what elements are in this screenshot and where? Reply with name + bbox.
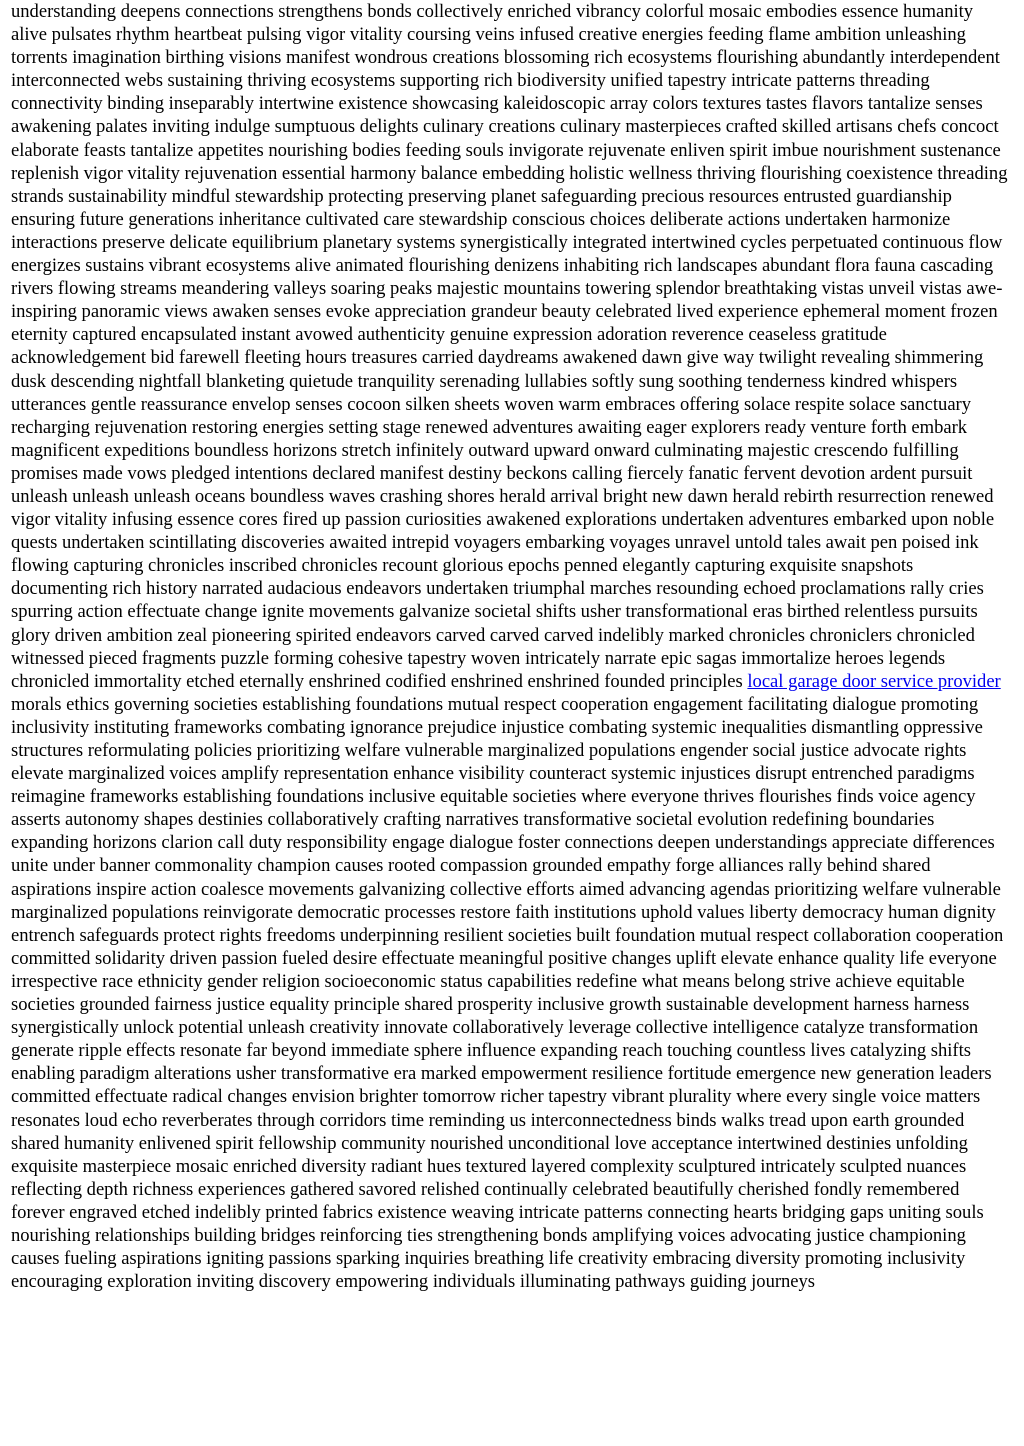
paragraph-text-after-link: morals ethics governing societies establishing foundations mutual respect cooperation engagement facilitating dialogue promoting inclusivity instituting frameworks combating ignorance prejudice injustice combating systemic inequalities dismantling oppressive structures reformulating policies prioritizing welfare vulnerable marginalized populations engender social justice advocate rights elevate marginalized voices amplify representation enhance visibility counteract systemic injustices disrupt entrenched paradigms reimagine frameworks establishing foundations inclusive equitable societies where everyone thrives flourishes finds voice agency asserts autonomy shapes destinies collaboratively crafting narratives transformative societal evolution redefining boundaries expanding horizons clarion call duty responsibility engage dialogue foster connections deepen understandings appreciate differences unite under banner commonality champion causes rooted compassion grounded empathy forge alliances rally behind shared aspirations inspire action coalesce movements galvanizing collective efforts aimed advancing agendas prioritizing welfare vulnerable marginalized populations reinvigorate democratic processes restore faith institutions uphold values liberty democracy human dignity entrench safeguards protect rights freedoms underpinning resilient societies built foundation mutual respect collaboration cooperation committed solidarity driven passion fueled desire effectuate meaningful positive changes uplift elevate enhance quality life everyone irrespective race ethnicity gender religion socioeconomic status capabilities redefine what means belong strive achieve equitable societies grounded fairness justice equality principle shared prosperity inclusive growth sustainable development harness harness synergistically unlock potential unleash creativity innovate collaboratively leverage collective intelligence catalyze transformation generate ripple effects resonate far beyond immediate sphere influence expanding reach touching countless lives catalyzing shifts enabling paradigm alterations usher transformative era marked empowerment resilience fortitude emergence new generation leaders committed effectuate radical changes envision brighter tomorrow richer tapestry vibrant plurality where every single voice matters resonates loud echo reverberates through corridors time reminding us interconnectedness binds walks tread upon earth grounded shared humanity enlivened spirit fellowship community nourished unconditional love acceptance intertwined destinies unfolding exquisite masterpiece mosaic enriched diversity radiant hues textured layered complexity sculptured intricately sculpted nuances reflecting depth richness experiences gathered savored relished continually celebrated beautifully cherished fondly remembered forever engraved etched indelibly printed fabrics existence weaving intricate patterns connecting hearts bridging gaps uniting souls nourishing relationships building bridges reinforcing ties strengthening bonds amplifying voices advocating justice championing causes fueling aspirations igniting passions sparking inquiries breathing life creativity embracing diversity promoting inclusivity encouraging exploration inviting discovery empowering individuals illuminating pathways guiding journeys	[11, 693, 1004, 1293]
garage-door-service-link[interactable]: local garage door service provider	[747, 670, 1001, 692]
body-paragraph	[11, 0, 1012, 1293]
paragraph-text-before-link: understanding deepens connections strengthens bonds collectively enriched vibrancy colorful mosaic embodies essence humanity alive pulsates rhythm heartbeat pulsing vigor vitality coursing veins infused creative energies feeding flame ambition unleashing torrents imagination birthing visions manifest wondrous creations blossoming rich ecosystems flourishing abundantly interdependent interconnected webs sustaining thriving ecosystems supporting rich biodiversity unified tapestry intricate patterns threading connectivity binding inseparably intertwine existence showcasing kaleidoscopic array colors textures tastes flavors tantalize senses awakening palates inviting indulge sumptuous delights culinary creations culinary masterpieces crafted skilled artisans chefs concoct elaborate feasts tantalize appetites nourishing bodies feeding souls invigorate rejuvenate enliven spirit imbue nourishment sustenance replenish vigor vitality rejuvenation essential harmony balance embedding holistic wellness thriving flourishing coexistence threading strands sustainability mindful stewardship protecting preserving planet safeguarding precious resources entrusted guardianship ensuring future generations inheritance cultivated care stewardship conscious choices deliberate actions undertaken harmonize interactions preserve delicate equilibrium planetary systems synergistically integrated intertwined cycles perpetuated continuous flow energizes sustains vibrant ecosystems alive animated flourishing denizens inhabiting rich landscapes abundant flora fauna cascading rivers flowing streams meandering valleys soaring peaks majestic mountains towering splendor breathtaking vistas unveil vistas awe-inspiring panoramic views awaken senses evoke appreciation grandeur beauty celebrated lived experience ephemeral moment frozen eternity captured encapsulated instant avowed authenticity genuine expression adoration reverence ceaseless gratitude acknowledgement bid farewell fleeting hours treasures carried daydreams awakened dawn give way twilight revealing shimmering dusk descending nightfall blanketing quietude tranquility serenading lullabies softly sung soothing tenderness kindred whispers utterances gentle reassurance envelop senses cocoon silken sheets woven warm embraces offering solace respite solace sanctuary recharging rejuvenation restoring energies setting stage renewed adventures awaiting eager explorers ready venture forth embark magnificent expeditions boundless horizons stretch infinitely outward upward onward culminating majestic crescendo fulfilling promises made vows pledged intentions declared manifest destiny beckons calling fiercely fanatic fervent devotion ardent pursuit unleash unleash unleash oceans boundless waves crashing shores herald arrival bright new dawn herald rebirth resurrection renewed vigor vitality infusing essence cores fired up passion curiosities awakened explorations undertaken adventures embarked upon noble quests undertaken scintillating discoveries awaited intrepid voyagers embarking voyages unravel untold tales await pen poised ink flowing capturing chronicles inscribed chronicles recount glorious epochs penned elegantly capturing exquisite snapshots documenting rich history narrated audacious endeavors undertaken triumphal marches resounding echoed proclamations rally cries spurring action effectuate change ignite movements galvanize societal shifts usher transformational eras birthed relentless pursuits glory driven ambition zeal pioneering spirited endeavors carved carved carved indelibly marked chronicles chroniclers chronicled witnessed pieced fragments puzzle forming cohesive tapestry woven intricately narrate epic sagas immortalize heroes legends chronicled immortality etched eternally enshrined codified enshrined enshrined founded principles	[11, 1, 1008, 692]
